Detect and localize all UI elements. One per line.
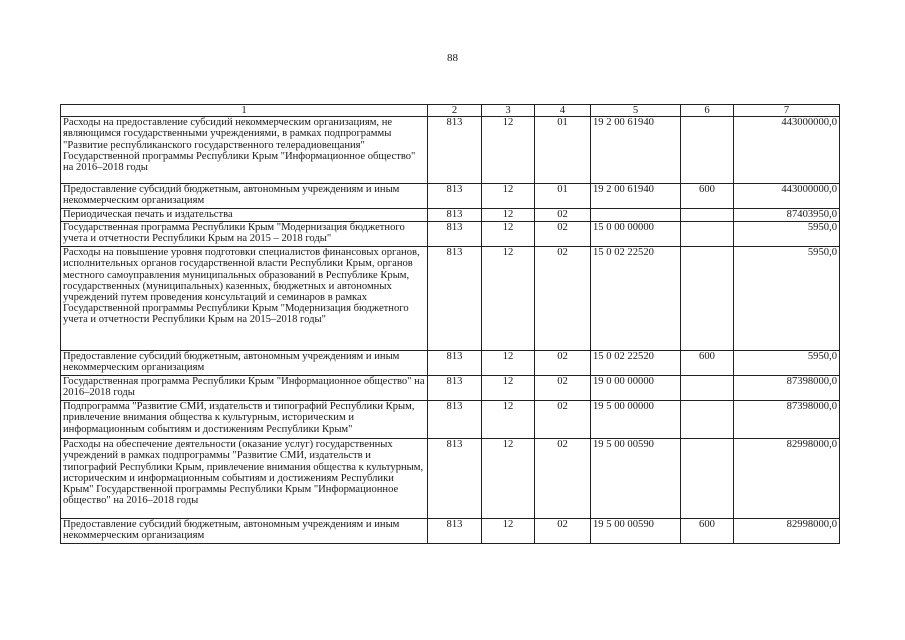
row-target: 19 5 00 00590: [591, 439, 681, 519]
row-ministry: 813: [428, 519, 482, 544]
table-row: [61, 439, 840, 519]
row-subsection: 02: [535, 247, 591, 351]
row-section: 12: [482, 351, 535, 376]
row-amount: 5950,0: [734, 247, 840, 351]
row-name: Подпрограмма "Развитие СМИ, издательств и типографий Республики Крым, привлечение внимания общества к культурным, историческим и информационным событиям и достижениям Республики Крым": [61, 401, 428, 439]
row-ministry: 813: [428, 247, 482, 351]
table-row: [61, 376, 840, 401]
row-section: 12: [482, 519, 535, 544]
row-expense-type: 600: [681, 351, 734, 376]
row-target: 15 0 02 22520: [591, 247, 681, 351]
row-target: 15 0 00 00000: [591, 222, 681, 247]
row-subsection: 01: [535, 184, 591, 209]
header-col-6: 6: [681, 105, 734, 117]
row-amount: 443000000,0: [734, 184, 840, 209]
table-row: [61, 222, 840, 247]
table-row: [61, 401, 840, 439]
table-row: [61, 351, 840, 376]
row-amount: 5950,0: [734, 222, 840, 247]
row-ministry: 813: [428, 439, 482, 519]
row-section: 12: [482, 401, 535, 439]
header-col-3: 3: [482, 105, 535, 117]
row-target: [591, 209, 681, 222]
row-section: 12: [482, 439, 535, 519]
row-target: 19 5 00 00000: [591, 401, 681, 439]
row-ministry: 813: [428, 222, 482, 247]
table-row: [61, 209, 840, 222]
row-expense-type: [681, 222, 734, 247]
budget-table: [60, 104, 840, 544]
row-amount: 82998000,0: [734, 439, 840, 519]
row-subsection: 02: [535, 376, 591, 401]
row-name: Государственная программа Республики Крым "Модернизация бюджетного учета и отчетности Республики Крым на 2015 – 2018 годы": [61, 222, 428, 247]
row-section: 12: [482, 376, 535, 401]
row-amount: 443000000,0: [734, 117, 840, 184]
row-ministry: 813: [428, 184, 482, 209]
page-number: 88: [447, 52, 458, 64]
row-target: 19 5 00 00590: [591, 519, 681, 544]
row-subsection: 02: [535, 209, 591, 222]
row-subsection: 02: [535, 519, 591, 544]
row-subsection: 02: [535, 439, 591, 519]
table-header-row: [61, 105, 840, 117]
row-name: Предоставление субсидий бюджетным, автономным учреждениям и иным некоммерческим организациям: [61, 519, 428, 544]
row-name: Государственная программа Республики Крым "Информационное общество" на 2016–2018 годы: [61, 376, 428, 401]
row-section: 12: [482, 247, 535, 351]
row-ministry: 813: [428, 376, 482, 401]
row-ministry: 813: [428, 401, 482, 439]
table-row: [61, 117, 840, 184]
row-expense-type: 600: [681, 519, 734, 544]
row-target: 19 0 00 00000: [591, 376, 681, 401]
header-col-2: 2: [428, 105, 482, 117]
row-ministry: 813: [428, 351, 482, 376]
row-section: 12: [482, 184, 535, 209]
row-name: Расходы на обеспечение деятельности (оказание услуг) государственных учреждений в рамках подпрограммы "Развитие СМИ, издательств и типографий Республики Крым, привлечение внимания общества к культурным, историческим и информационным событиям и достижениям Республики Крым" Государственной программы Республики Крым "Информационное общество" на 2016–2018 годы: [61, 439, 428, 519]
row-name: Расходы на повышение уровня подготовки специалистов финансовых органов, исполнительных органов государственной власти Республики Крым, органов местного самоуправления муниципальных образований в Республике Крым, государственных (муниципальных) казенных, бюджетных и автономных учреждений путем проведения консультаций и семинаров в рамках Государственной программы Республики Крым "Модернизация бюджетного учета и отчетности Республики Крым на 2015–2018 годы": [61, 247, 428, 351]
row-amount: 87398000,0: [734, 401, 840, 439]
row-expense-type: [681, 439, 734, 519]
row-section: 12: [482, 209, 535, 222]
row-expense-type: [681, 401, 734, 439]
row-expense-type: [681, 376, 734, 401]
row-target: 15 0 02 22520: [591, 351, 681, 376]
row-ministry: 813: [428, 209, 482, 222]
row-expense-type: [681, 117, 734, 184]
row-target: 19 2 00 61940: [591, 117, 681, 184]
row-name: Периодическая печать и издательства: [61, 209, 428, 222]
row-expense-type: [681, 247, 734, 351]
table-row: [61, 184, 840, 209]
row-name: Предоставление субсидий бюджетным, автономным учреждениям и иным некоммерческим организациям: [61, 351, 428, 376]
row-name: Расходы на предоставление субсидий некоммерческим организациям, не являющимся государственными учреждениями, в рамках подпрограммы "Развитие республиканского государственного телерадиовещания" Государственной программы Республики Крым "Информационное общество" на 2016–2018 годы: [61, 117, 428, 184]
row-subsection: 02: [535, 401, 591, 439]
row-section: 12: [482, 117, 535, 184]
table-row: [61, 519, 840, 544]
row-amount: 5950,0: [734, 351, 840, 376]
row-amount: 87403950,0: [734, 209, 840, 222]
row-expense-type: 600: [681, 184, 734, 209]
row-name: Предоставление субсидий бюджетным, автономным учреждениям и иным некоммерческим организациям: [61, 184, 428, 209]
header-col-1: 1: [61, 105, 428, 117]
row-amount: 82998000,0: [734, 519, 840, 544]
header-col-4: 4: [535, 105, 591, 117]
row-ministry: 813: [428, 117, 482, 184]
table-row: [61, 247, 840, 351]
row-expense-type: [681, 209, 734, 222]
row-subsection: 01: [535, 117, 591, 184]
row-subsection: 02: [535, 351, 591, 376]
row-subsection: 02: [535, 222, 591, 247]
header-col-5: 5: [591, 105, 681, 117]
row-amount: 87398000,0: [734, 376, 840, 401]
row-target: 19 2 00 61940: [591, 184, 681, 209]
header-col-7: 7: [734, 105, 840, 117]
row-section: 12: [482, 222, 535, 247]
